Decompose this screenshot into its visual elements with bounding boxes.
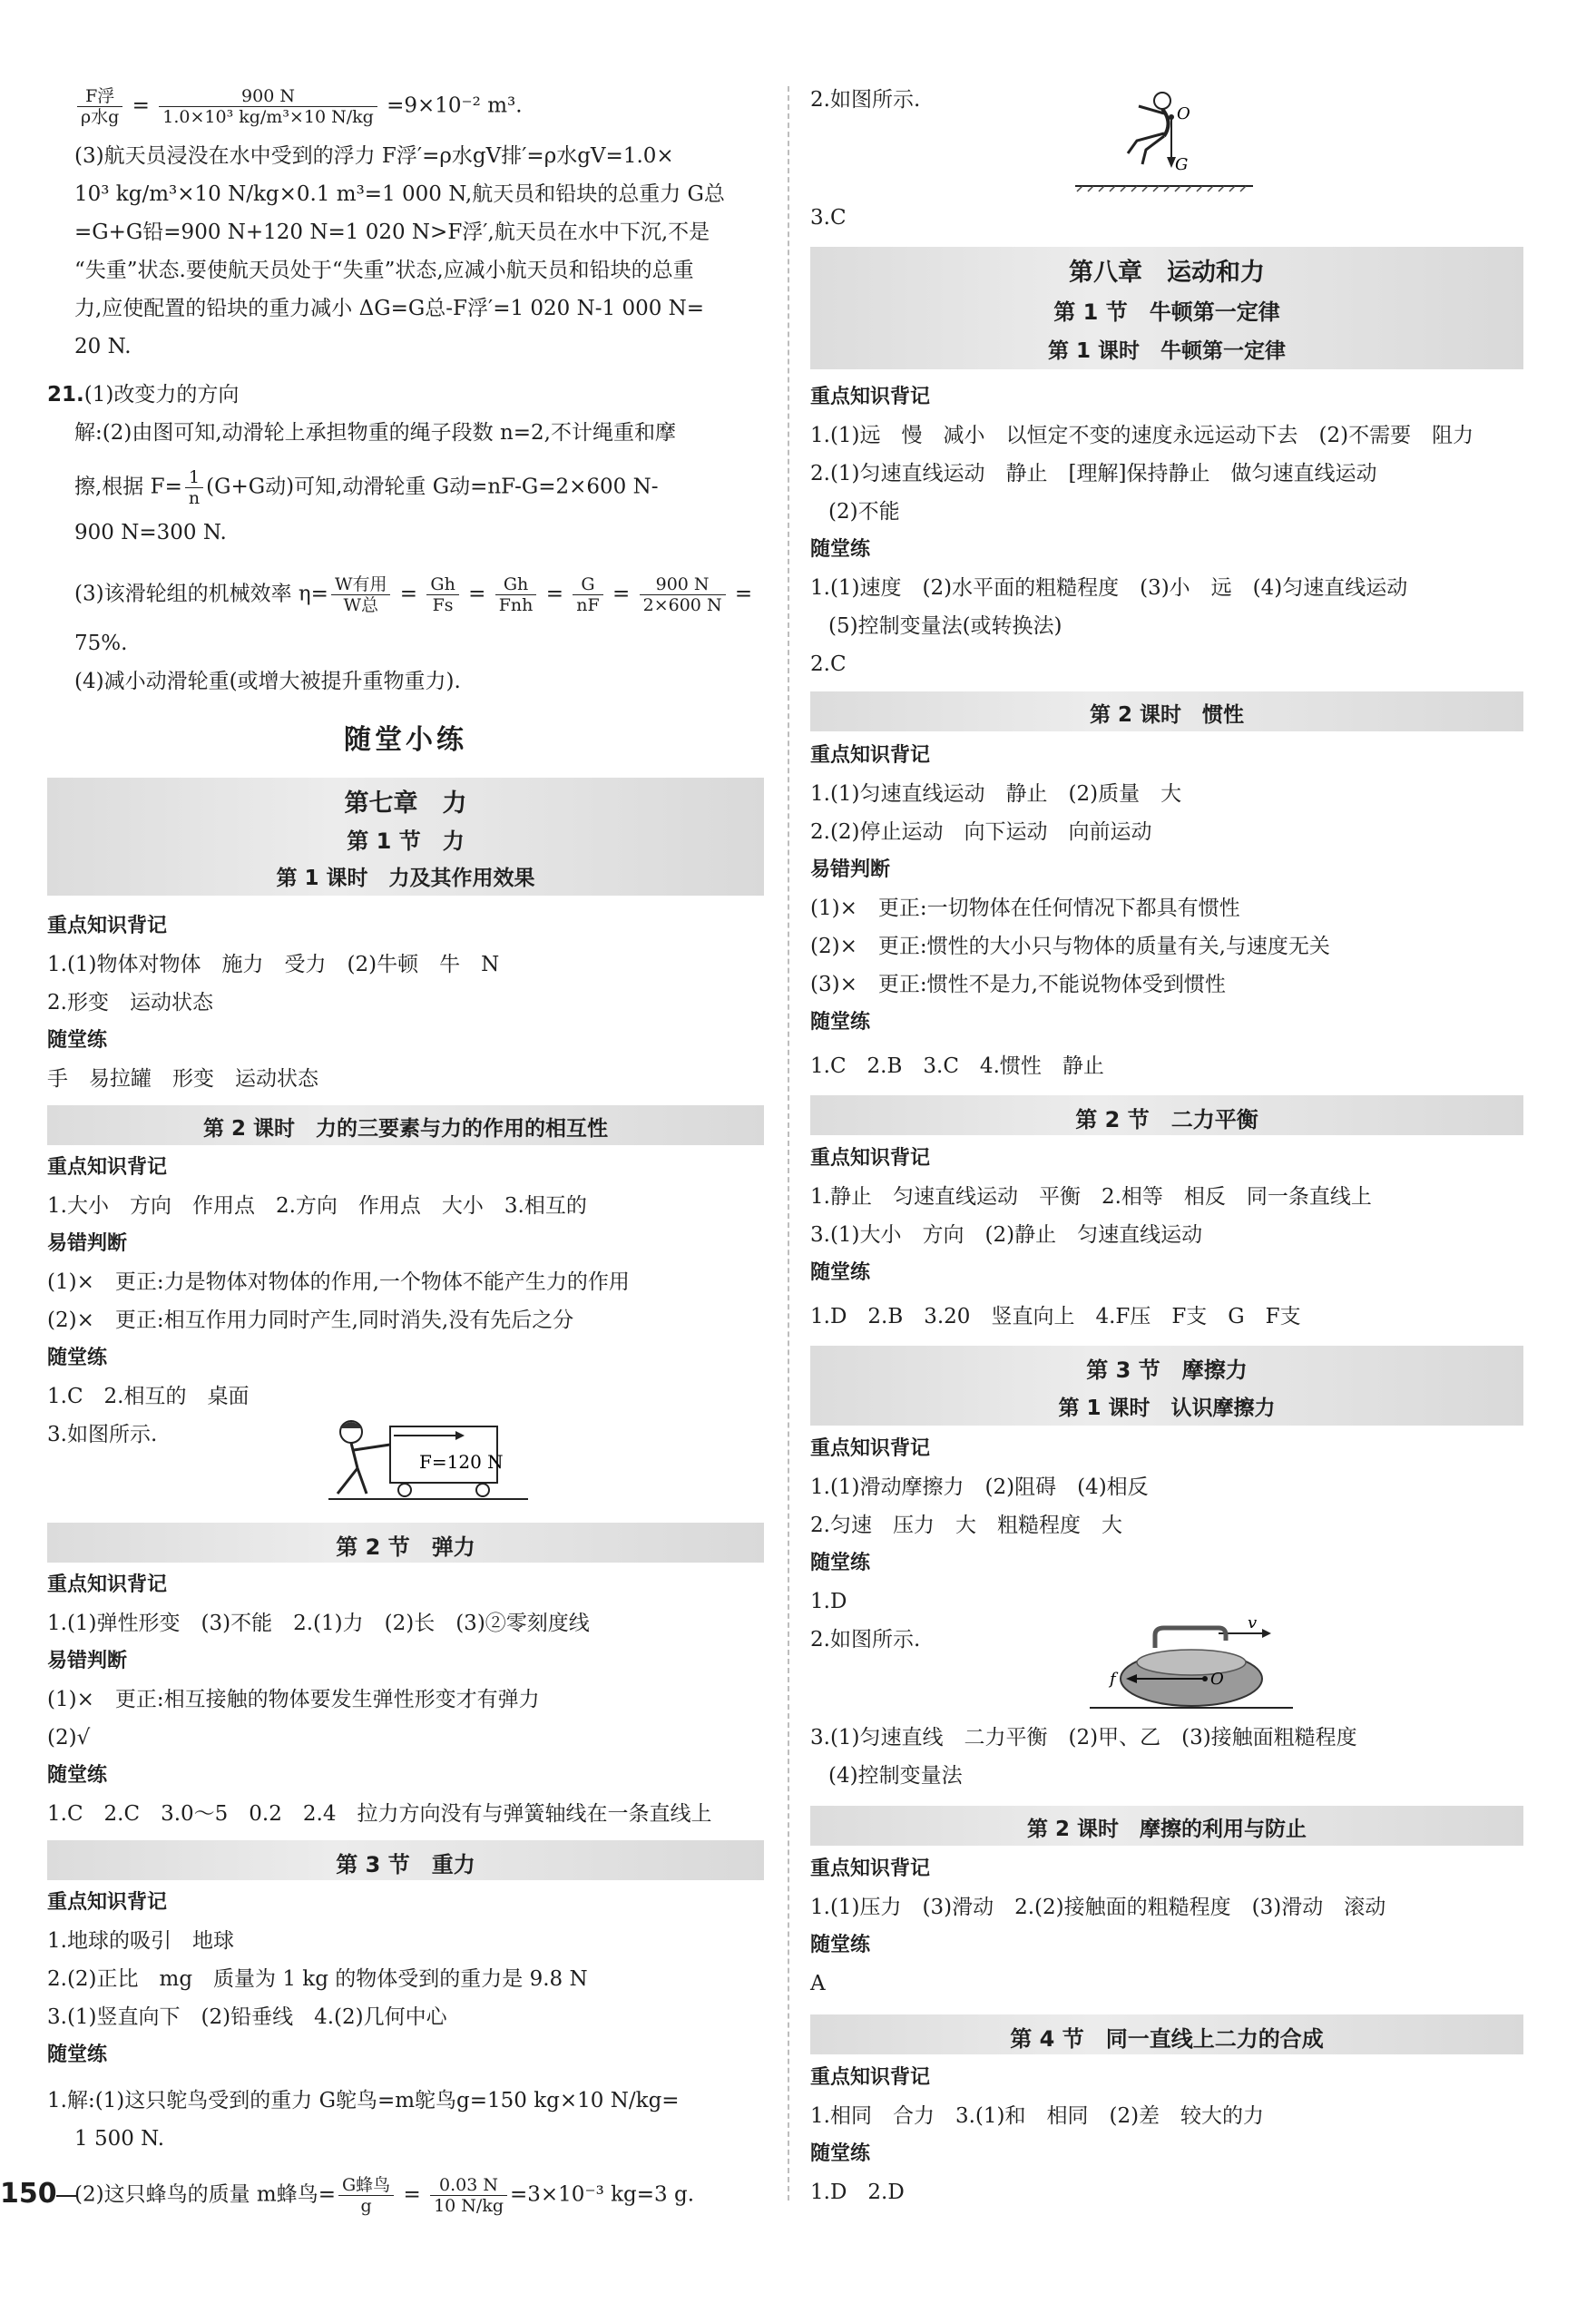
section-heading: 第 2 节 二力平衡: [1075, 1107, 1258, 1132]
answer-line: 1.(1)物体对物体 施力 受力 (2)牛顿 牛 N: [47, 953, 500, 976]
fraction: $\frac{\text{W有用}}{\text{W总}}$: [331, 574, 391, 615]
subheading: 重点知识背记: [47, 1573, 168, 1596]
section-header: [810, 1346, 1523, 1426]
text-line: 解:(2)由图可知,动滑轮上承担物重的绳子段数 n=2,不计绳重和摩: [74, 421, 676, 445]
fraction: $\frac{Gh}{\text{Fnh}}$: [495, 574, 537, 615]
section-title: 随堂小练: [344, 724, 467, 756]
answer-line: (1)× 更正:一切物体在任何情况下都具有惯性: [810, 897, 1240, 920]
section-heading: 第 1 节 牛顿第一定律: [1053, 299, 1280, 325]
text-line: 20 N.: [74, 335, 132, 358]
text-line: 力,应使配置的铅块的重力减小 ΔG=G总-F浮′=1 020 N-1 000 N=: [74, 297, 705, 320]
text-line: 10³ kg/m³×10 N/kg×0.1 m³=1 000 N,航天员和铅块的总重力 G总: [74, 182, 725, 206]
answer-line: 1.相同 合力 3.(1)和 相同 (2)差 较大的力: [810, 2104, 1265, 2128]
answer-line: 1.大小 方向 作用点 2.方向 作用点 大小 3.相互的: [47, 1194, 587, 1218]
efficiency-formula: (3)该滑轮组的机械效率 η= $\frac{\text{W有用}}{\text{W总}}$ = $\frac{Gh}{Fs}$ = $\frac{Gh}{\text{Fnh}}$ = $\frac{G}{nF}$ = $\frac{900 N}{2\times 600 N}$ =: [74, 574, 753, 615]
answer-line: 手 易拉罐 形变 运动状态: [47, 1067, 318, 1091]
subheading: 重点知识背记: [810, 386, 931, 408]
answer-line: 3.(1)大小 方向 (2)静止 匀速直线运动: [810, 1223, 1203, 1247]
answer-line: (2)× 更正:惯性的大小只与物体的质量有关,与速度无关: [810, 935, 1330, 958]
subheading: 随堂练: [810, 1011, 871, 1034]
subheading: 随堂练: [810, 1934, 871, 1956]
text-line: 75%.: [74, 632, 128, 655]
chapter-title: 第八章 运动和力: [1069, 259, 1265, 287]
subheading: 重点知识背记: [47, 915, 168, 937]
fraction: $\frac{G}{nF}$: [573, 574, 602, 615]
answer-line: 1.C 2.相互的 桌面: [47, 1385, 250, 1408]
subheading: 随堂练: [810, 2142, 871, 2165]
section-header: [47, 1523, 764, 1563]
push-box-diagram: [310, 1416, 546, 1506]
text-line: (4)减小动滑轮重(或增大被提升重物重力).: [74, 670, 461, 693]
answer-line: 2.如图所示.: [810, 88, 921, 112]
lesson-heading: 第 1 课时 认识摩擦力: [1058, 1397, 1276, 1420]
jumper-figure: [1073, 86, 1255, 195]
fraction: $\frac{1}{n}$: [185, 467, 203, 508]
subheading: 易错判断: [47, 1232, 128, 1255]
fraction: $\frac{Gh}{Fs}$: [426, 574, 458, 615]
column-divider: [788, 86, 789, 2200]
lesson-heading: 第 1 课时 牛顿第一定律: [1047, 339, 1287, 363]
answer-line: (2)不能: [828, 500, 900, 524]
lesson-header: [810, 691, 1523, 731]
chapter-title: 第七章 力: [344, 789, 467, 818]
answer-line: 1.静止 匀速直线运动 平衡 2.相等 相反 同一条直线上: [810, 1185, 1372, 1209]
subheading: 易错判断: [47, 1650, 128, 1672]
answer-line: 1.(1)远 慢 减小 以恒定不变的速度永远运动下去 (2)不需要 阻力: [810, 424, 1474, 447]
answer-line: 3.(1)匀速直线 二力平衡 (2)甲、乙 (3)接触面粗糙程度: [810, 1726, 1357, 1750]
page-number: 150: [0, 2178, 57, 2210]
answer-line: 2.如图所示.: [810, 1628, 921, 1652]
subheading: 随堂练: [810, 538, 871, 561]
section-header: [810, 1095, 1523, 1135]
page-number-rule: [56, 2195, 78, 2197]
text-line: =G+G铅=900 N+120 N=1 020 N>F浮′,航天员在水中下沉,不是: [74, 221, 710, 244]
answer-line: 2.(2)停止运动 向下运动 向前运动: [810, 820, 1152, 844]
fraction: $\frac{\text{G蜂鸟}}{g}$: [338, 2175, 394, 2216]
answer-line: 2.形变 运动状态: [47, 991, 213, 1014]
section-heading: 第 3 节 重力: [336, 1852, 475, 1877]
answer-line: (4)控制变量法: [828, 1764, 963, 1788]
subheading: 随堂练: [810, 1552, 871, 1574]
subheading: 重点知识背记: [810, 1857, 931, 1880]
lesson-heading: 第 1 课时 力及其作用效果: [276, 867, 535, 890]
answer-line: 1.(1)滑动摩擦力 (2)阻碍 (4)相反: [810, 1475, 1149, 1499]
fraction: $\frac{0.03 N}{10 N/kg}$: [430, 2175, 507, 2216]
answer-line: 1.D: [810, 1590, 847, 1613]
answer-line: 2.(1)匀速直线运动 静止 [理解]保持静止 做匀速直线运动: [810, 462, 1377, 485]
answer-line: (1)× 更正:相互接触的物体要发生弹性形变才有弹力: [47, 1688, 540, 1711]
fraction: $\frac{900 N}{\text{1.0×10³ kg/m³×10 N/kg}}$: [159, 86, 377, 127]
subheading: 重点知识背记: [810, 2066, 931, 2089]
text-line: 900 N=300 N.: [74, 521, 227, 544]
answer-line: 3.如图所示.: [47, 1423, 158, 1446]
fraction: $\frac{\text{F浮}}{\text{ρ水g}}$: [77, 86, 122, 127]
text-line: “失重”状态.要使航天员处于“失重”状态,应减小航天员和铅块的总重: [74, 259, 694, 282]
answer-line: 1.(1)速度 (2)水平面的粗糙程度 (3)小 远 (4)匀速直线运动: [810, 576, 1408, 600]
subheading: 重点知识背记: [810, 1437, 931, 1460]
curling-stone-figure: [1082, 1615, 1300, 1715]
section-heading: 第 4 节 同一直线上二力的合成: [1010, 2026, 1324, 2052]
curling-stone-diagram: [1082, 1615, 1300, 1715]
lesson-heading: 第 2 课时 力的三要素与力的作用的相互性: [202, 1117, 609, 1141]
answer-line: (1)× 更正:力是物体对物体的作用,一个物体不能产生力的作用: [47, 1270, 630, 1294]
answer-line: 1.C 2.C 3.0～5 0.2 2.4 拉力方向没有与弹簧轴线在一条直线上: [47, 1802, 712, 1826]
answer-line: 1.(1)弹性形变 (3)不能 2.(1)力 (2)长 (3)②零刻度线: [47, 1612, 590, 1635]
subheading: 重点知识背记: [47, 1891, 168, 1914]
answer-line: 1.D 2.B 3.20 竖直向上 4.F压 F支 G F支: [810, 1305, 1301, 1328]
jumper-diagram: [1073, 86, 1255, 195]
buoyancy-volume-formula: $\frac{\text{F浮}}{\text{ρ水g}}$ = $\frac{900 N}{\text{1.0×10³ kg/m³×10 N/kg}}$ =9×10⁻² m³.: [74, 86, 523, 127]
answer-line: 1.(1)压力 (3)滑动 2.(2)接触面的粗糙程度 (3)滑动 滚动: [810, 1896, 1386, 1919]
subheading: 随堂练: [810, 1261, 871, 1284]
answer-line: 2.C: [810, 652, 847, 676]
hummingbird-formula: (2)这只蜂鸟的质量 m蜂鸟= $\frac{\text{G蜂鸟}}{g}$ = $\frac{0.03 N}{10 N/kg}$ =3×10⁻³ kg=3 g.: [74, 2175, 695, 2216]
friction-label: f: [1110, 1670, 1116, 1689]
chapter-7-header: [47, 778, 764, 896]
subheading: 随堂练: [47, 1764, 108, 1787]
subheading: 随堂练: [47, 1029, 108, 1052]
answer-line: 1.C 2.B 3.C 4.惯性 静止: [810, 1054, 1104, 1078]
point-o-label: O: [1177, 104, 1190, 123]
lesson-heading: 第 2 课时 惯性: [1089, 703, 1245, 727]
answer-line: (2)× 更正:相互作用力同时产生,同时消失,没有先后之分: [47, 1309, 574, 1332]
chapter-8-header: [810, 247, 1523, 369]
section-heading: 第 1 节 力: [347, 828, 465, 854]
fraction: $\frac{900 N}{2\times 600 N}$: [640, 574, 726, 615]
lesson-heading: 第 2 课时 摩擦的利用与防止: [1026, 1818, 1307, 1841]
answer-line: (3)× 更正:惯性不是力,不能说物体受到惯性: [810, 973, 1226, 996]
section-heading: 第 2 节 弹力: [336, 1534, 475, 1560]
subheading: 重点知识背记: [810, 1147, 931, 1170]
answer-line: 3.C: [810, 206, 847, 230]
answer-line: 1 500 N.: [74, 2127, 165, 2151]
velocity-label: v: [1248, 1615, 1258, 1632]
answer-line: 1.(1)匀速直线运动 静止 (2)质量 大: [810, 782, 1182, 806]
gravity-label: G: [1175, 155, 1189, 174]
force-label: F=120 N: [419, 1451, 504, 1473]
text-line: (3)航天员浸没在水中受到的浮力 F浮′=ρ水gV排′=ρ水gV=1.0×: [74, 144, 674, 168]
answer-line: 1.地球的吸引 地球: [47, 1929, 234, 1953]
pulley-formula-line: 擦,根据 F= $\frac{1}{n}$ (G+G动)可知,动滑轮重 G动=nF-G=2×600 N-: [74, 467, 659, 508]
subheading: 随堂练: [47, 1347, 108, 1369]
answer-line: 1.D 2.D: [810, 2181, 905, 2204]
point-o-label: O: [1210, 1670, 1224, 1689]
answer-line: (5)控制变量法(或转换法): [828, 614, 1062, 638]
subheading: 易错判断: [810, 858, 891, 881]
answer-line: 2.(2)正比 mg 质量为 1 kg 的物体受到的重力是 9.8 N: [47, 1967, 588, 1991]
answer-line: 2.匀速 压力 大 粗糙程度 大: [810, 1514, 1122, 1537]
push-box-figure: [310, 1416, 546, 1506]
subheading: 随堂练: [47, 2044, 108, 2066]
answer-line: 3.(1)竖直向下 (2)铅垂线 4.(2)几何中心: [47, 2005, 447, 2029]
section-header: [810, 2014, 1523, 2054]
question-21: 21.(1)改变力的方向: [47, 383, 240, 407]
section-heading: 第 3 节 摩擦力: [1086, 1358, 1248, 1383]
lesson-header: [47, 1105, 764, 1145]
answer-line: (2)√: [47, 1726, 91, 1750]
lesson-header: [810, 1806, 1523, 1846]
answer-line: 1.解:(1)这只鸵鸟受到的重力 G鸵鸟=m鸵鸟g=150 kg×10 N/kg=: [47, 2089, 680, 2112]
section-header: [47, 1840, 764, 1880]
subheading: 重点知识背记: [47, 1156, 168, 1179]
subheading: 重点知识背记: [810, 744, 931, 767]
answer-line: A: [810, 1972, 826, 1995]
